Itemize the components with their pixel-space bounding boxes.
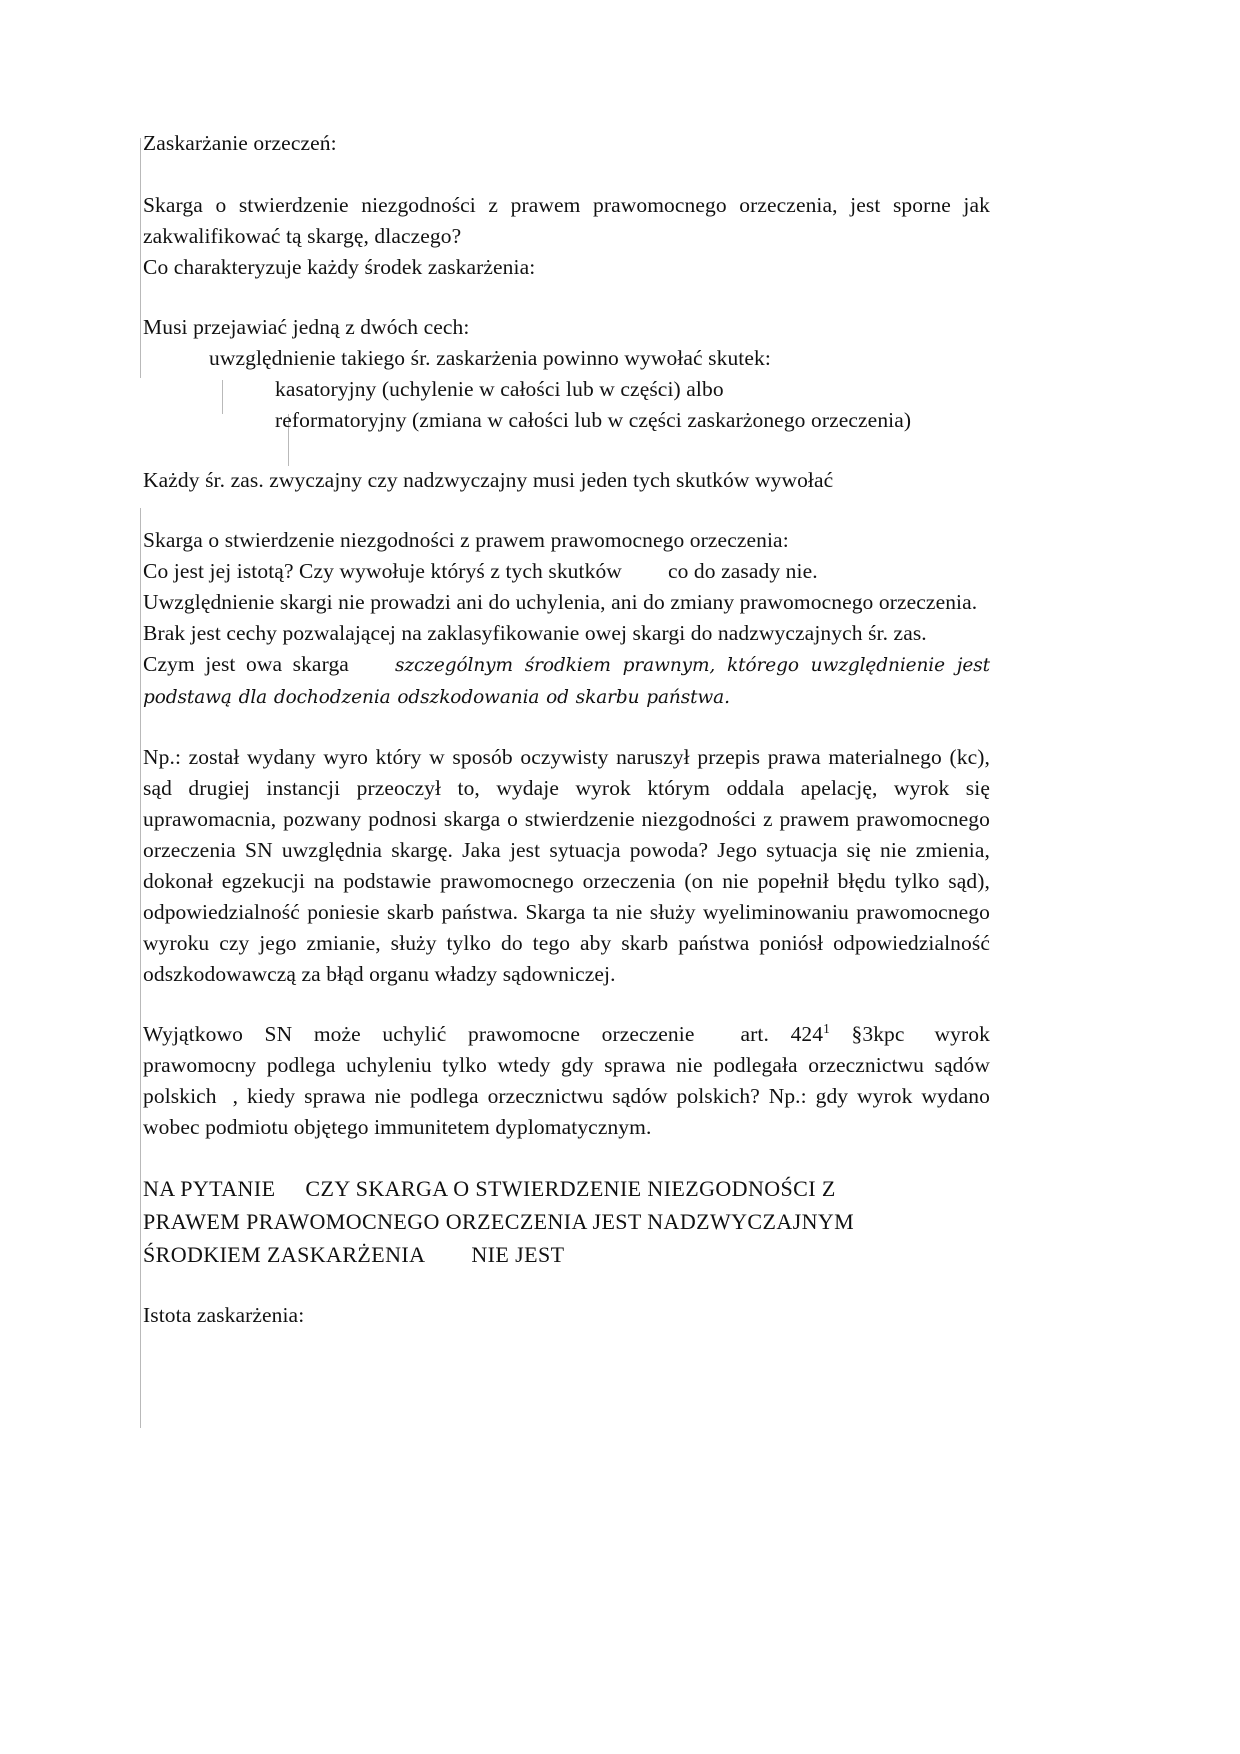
exception-text-part2: wyrok prawomocny podlega uchyleniu tylko wtedy gdy sprawa nie podlegała orzecznictwu sądów polskich (143, 1022, 990, 1108)
spacer (143, 283, 990, 312)
spacer (143, 990, 990, 1019)
indent-guide-line-level0-bottom (140, 508, 141, 1428)
example-paragraph: Np.: został wydany wyro który w sposób oczywisty naruszył przepis prawa materialnego (kc), sąd drugiej instancji przeoczył to, wydaje wyrok którym oddala apelację, wyrok się uprawomacnia, pozwany podnosi skarga o stwierdzenie niezgodności z prawem prawomocnego orzeczenia SN uwzględnia skargę. Jaka jest sytuacja powoda? Jego sytuacja się nie zmienia, dokonał egzekucji na podstawie prawomocnego orzeczenia (on nie popełnił błędu tylko sąd), odpowiedzialność poniesie skarb państwa. Skarga ta nie służy wyeliminowaniu prawomocnego wyroku czy jego zmianie, służy tylko do tego aby skarb państwa poniósł odpowiedzialność odszkodowawczą za błąd organu władzy sądowniczej. (143, 745, 990, 986)
spacer (143, 496, 990, 525)
page-title: Zaskarżanie orzeczeń: (143, 131, 337, 155)
spacer (143, 1143, 990, 1172)
features-level1-item: uwzględnienie takiego śr. zaskarżenia powinno wywołać skutek: (209, 346, 771, 370)
conclusion-subject-text: ŚRODKIEM ZASKARŻENIA (143, 1242, 426, 1267)
intro-paragraph-line1: Skarga o stwierdzenie niezgodności z prawem prawomocnego orzeczenia, jest sporne jak zakwalifikować tą skargę, dlaczego? (143, 193, 990, 248)
complaint-classification-paragraph: Brak jest cechy pozwalającej na zaklasyfikowanie owej skargi do nadzwyczajnych śr. zas. (143, 621, 927, 645)
legal-article-superscript: 1 (823, 1020, 830, 1036)
features-lead: Musi przejawiać jedną z dwóch cech: (143, 315, 470, 339)
legal-article-paragraph: §3kpc (851, 1022, 905, 1046)
intro-paragraph-line2: Co charakteryzuje każdy środek zaskarżenia: (143, 255, 536, 279)
complaint-effect-paragraph: Uwzględnienie skargi nie prowadzi ani do uchylenia, ani do zmiany prawomocnego orzeczenia. (143, 590, 978, 614)
complaint-answer-text: co do zasady nie. (667, 559, 818, 583)
features-level2-item-reformatoryjny: reformatoryjny (zmiana w całości lub w części zaskarżonego orzeczenia) (275, 408, 912, 432)
complaint-definition-script: szczególnym środkiem prawnym, którego uwzględnienie jest podstawą dla dochodzenia odszkodowania od skarbu państwa. (143, 655, 990, 708)
conclusion-line-2: PRAWEM PRAWOMOCNEGO ORZECZENIA JEST NADZWYCZAJNYM (143, 1209, 855, 1234)
spacer (143, 1271, 990, 1300)
spacer (143, 713, 990, 742)
conclusion-question-text: CZY SKARGA O STWIERDZENIE NIEZGODNOŚCI Z (305, 1176, 836, 1201)
exception-text-part1: Wyjątkowo SN może uchylić prawomocne orzeczenie (143, 1022, 695, 1046)
complaint-definition-paragraph (143, 649, 990, 713)
rule-statement: Każdy śr. zas. zwyczajny czy nadzwyczajny musi jeden tych skutków wywołać (143, 468, 834, 492)
indent-guide-line-level0-top (140, 138, 141, 378)
complaint-question-text: Co jest jej istotą? Czy wywołuje któryś z tych skutków (143, 559, 622, 583)
document-body (143, 128, 990, 1331)
spacer (143, 159, 990, 190)
complaint-question-line (143, 556, 990, 587)
conclusion-question-label: NA PYTANIE (143, 1176, 276, 1201)
exception-paragraph (143, 1019, 990, 1143)
legal-article-reference (741, 1022, 905, 1046)
conclusion-answer-text: NIE JEST (471, 1242, 565, 1267)
spacer (143, 436, 990, 465)
footer-heading: Istota zaskarżenia: (143, 1303, 305, 1327)
complaint-title: Skarga o stwierdzenie niezgodności z prawem prawomocnego orzeczenia: (143, 528, 789, 552)
exception-text-part3: , kiedy sprawa nie podlega orzecznictwu sądów polskich? Np.: gdy wyrok wydano wobec podmiotu objętego immunitetem dyplomatycznym. (143, 1084, 990, 1139)
conclusion-line-1 (143, 1172, 990, 1205)
conclusion-line-3 (143, 1238, 990, 1271)
complaint-definition-plain: Czym jest owa skarga (143, 652, 349, 676)
features-level2-item-kasatoryjny: kasatoryjny (uchylenie w całości lub w części) albo (275, 377, 724, 401)
legal-article-number: art. 424 (740, 1022, 824, 1046)
